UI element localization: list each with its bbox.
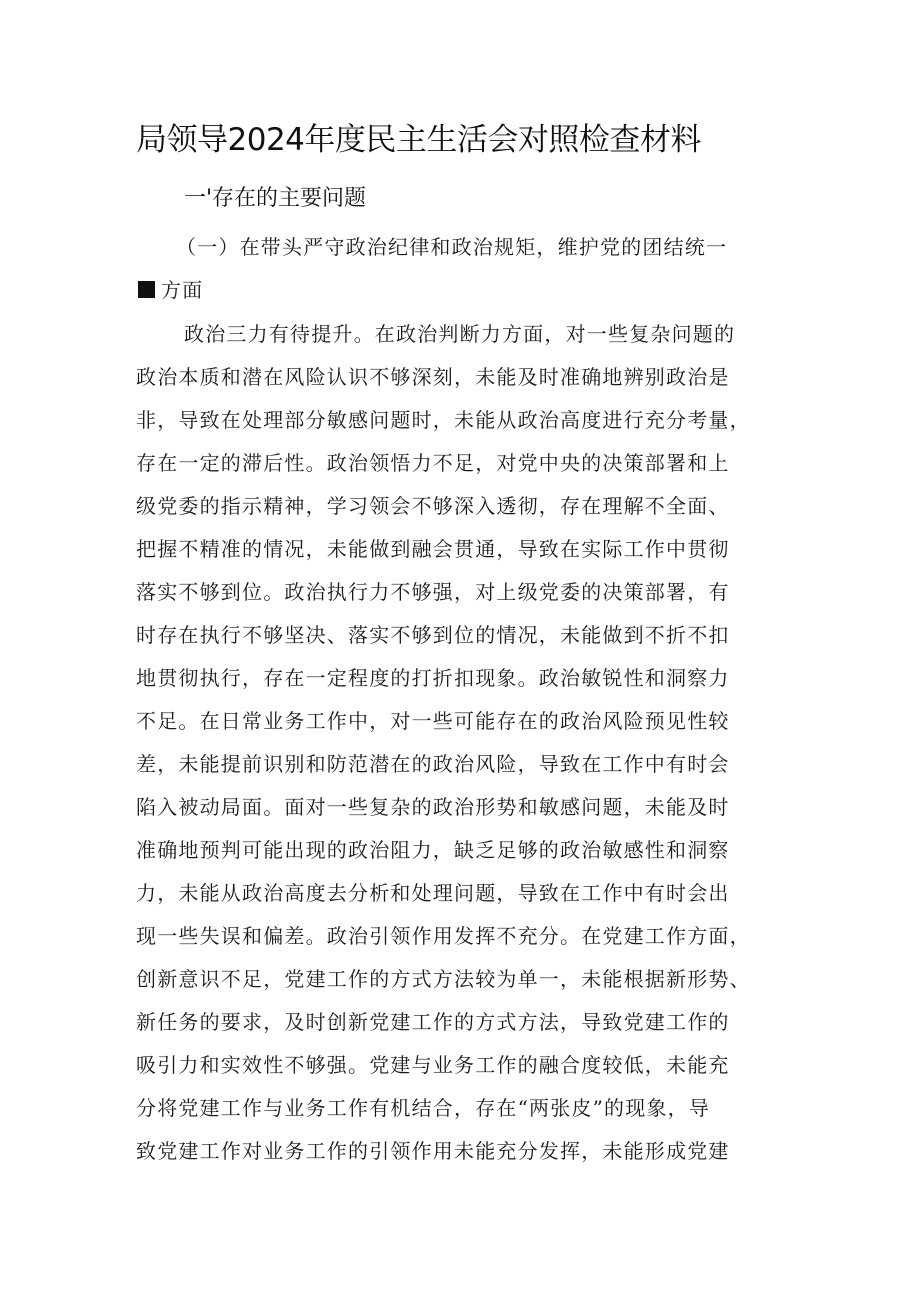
paragraph-line: 致党建工作对业务工作的引领作用未能充分发挥，未能形成党建 — [136, 1139, 730, 1163]
document-title: 局领导2024年度民主生活会对照检查材料 — [136, 122, 701, 158]
subsection-heading-line-2-text: 方面 — [161, 278, 204, 302]
subsection-heading-line-1: （一）在带头严守政治纪律和政治规矩，维护党的团结统一 — [176, 235, 728, 259]
paragraph-line: 非，导致在处理部分敏感问题时，未能从政治高度进行充分考量， — [136, 408, 751, 432]
subsection-heading — [136, 226, 792, 312]
section-heading: 一'存在的主要问题 — [184, 186, 367, 211]
paragraph-line: 存在一定的滞后性。政治领悟力不足，对党中央的决策部署和上 — [136, 451, 730, 475]
body-paragraph — [136, 313, 796, 1173]
paragraph-line: 落实不够到位。政治执行力不够强，对上级党委的决策部署，有 — [136, 580, 730, 604]
paragraph-line: 差，未能提前识别和防范潜在的政治风险，导致在工作中有时会 — [136, 752, 730, 776]
paragraph-line: 政治本质和潜在风险认识不够深刻，未能及时准确地辨别政治是 — [136, 365, 730, 389]
paragraph-line: 把握不精准的情况，未能做到融会贯通，导致在实际工作中贯彻 — [136, 537, 730, 561]
paragraph-line: 时存在执行不够坚决、落实不够到位的情况，未能做到不折不扣 — [136, 623, 730, 647]
paragraph-line: 新任务的要求，及时创新党建工作的方式方法，导致党建工作的 — [136, 1010, 730, 1034]
paragraph-line: 政治三力有待提升。在政治判断力方面，对一些复杂问题的 — [184, 322, 736, 346]
paragraph-line: 现一些失误和偏差。政治引领作用发挥不充分。在党建工作方面， — [136, 924, 751, 948]
paragraph-line: 分将党建工作与业务工作有机结合，存在“两张皮”的现象，导 — [136, 1096, 711, 1120]
paragraph-line: 地贯彻执行，存在一定程度的打折扣现象。政治敏锐性和洞察力 — [136, 666, 730, 690]
paragraph-line: 级党委的指示精神，学习领会不够深入透彻，存在理解不全面、 — [136, 494, 730, 518]
paragraph-line: 陷入被动局面。面对一些复杂的政治形势和敏感问题，未能及时 — [136, 795, 730, 819]
paragraph-line: 创新意识不足，党建工作的方式方法较为单一，未能根据新形势、 — [136, 967, 751, 991]
paragraph-line: 不足。在日常业务工作中，对一些可能存在的政治风险预见性较 — [136, 709, 730, 733]
square-bullet-icon — [138, 281, 155, 298]
subsection-heading-line-2 — [136, 269, 792, 312]
paragraph-line: 力，未能从政治高度去分析和处理问题，导致在工作中有时会出 — [136, 881, 730, 905]
paragraph-line: 吸引力和实效性不够强。党建与业务工作的融合度较低，未能充 — [136, 1053, 730, 1077]
paragraph-line: 准确地预判可能出现的政治阻力，缺乏足够的政治敏感性和洞察 — [136, 838, 730, 862]
